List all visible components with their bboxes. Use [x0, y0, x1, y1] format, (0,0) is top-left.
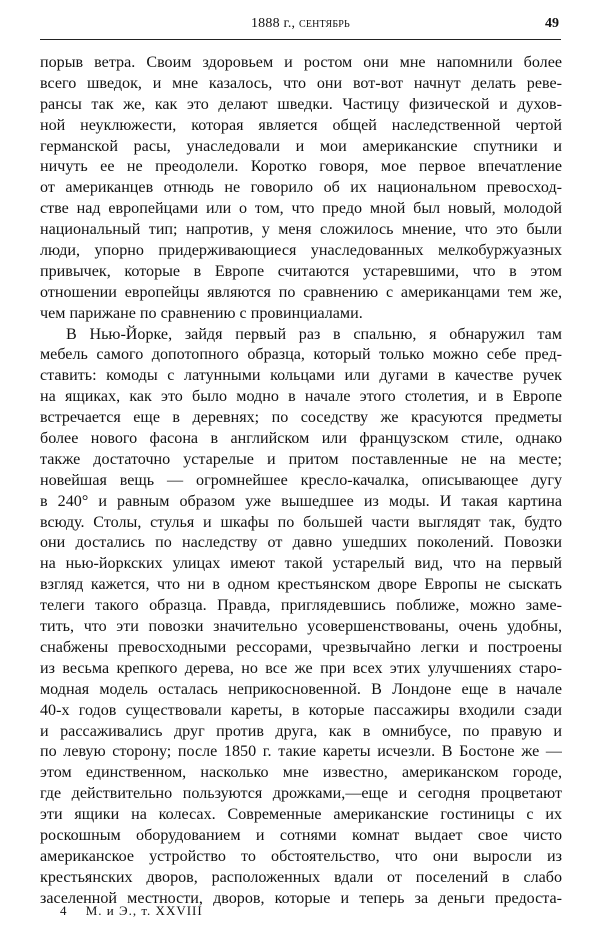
- header-year: 1888 г.,: [250, 16, 296, 31]
- text-line: мебель самого допотопного образца, который только можно себе пред-: [40, 346, 562, 364]
- text-line: встречается еще в деревнях; по соседству же красуются предметы: [40, 409, 562, 427]
- text-line: привычек, которые в Европе считаются устаревшими, что в этом: [40, 262, 562, 280]
- text-line: отношении европейцы являются по сравнению с американцами тем же,: [40, 283, 562, 301]
- text-line: рансы так же, как это делают шведки. Частицу физической и духов-: [40, 95, 562, 113]
- text-line: эти ящики на колесах. Современные американские гостиницы с их: [40, 806, 562, 824]
- text-line: национальный тип; напротив, у меня сложилось мнение, что это были: [40, 221, 562, 239]
- text-line: 40-х годов существовали кареты, в которые пассажиры входили сзади: [40, 701, 562, 719]
- text-line: чем парижане по сравнению с провинциалами.: [40, 304, 363, 322]
- text-line: В Нью-Йорке, зайдя первый раз в спальню, я обнаружил там: [66, 325, 562, 343]
- text-line: роскошным оборудованием и сотнями комнат выдает свое чисто: [40, 826, 562, 844]
- text-line: крестьянских дворов, расположенных вдали от поселений в слабо: [40, 868, 562, 886]
- text-line: на ящиках, как это было модно в начале этого столетия, и в Европе: [40, 388, 562, 406]
- signature-footer: [60, 903, 203, 919]
- signature-number: 4: [60, 903, 68, 918]
- header-rule: [40, 39, 561, 40]
- text-line: снабжены превосходными рессорами, чрезвычайно легки и построены: [40, 638, 562, 656]
- text-line: телеги такого образца. Правда, приглядевшись поближе, можно заме-: [40, 597, 562, 615]
- text-line: новейшая вещь — огромнейшее кресло-качалка, описывающее дугу: [40, 471, 562, 489]
- signature-text: М. и Э., т. XXVIII: [85, 903, 203, 918]
- text-line: ничуть ее не преодолели. Коротко говоря, мое первое впечатление: [40, 158, 562, 176]
- text-line: на нью-йоркских улицах имеют такой устарелый вид, что на первый: [40, 555, 562, 573]
- text-line: заселенной местности, дворов, которые и теперь за деньги предоста-: [40, 889, 562, 907]
- text-line: и рассаживались друг против друга, как в омнибусе, по правую и: [40, 722, 562, 740]
- text-line: американское устройство то обстоятельство, что они выросли из: [40, 847, 562, 865]
- text-line: порыв ветра. Своим здоровьем и ростом они мне напомнили более: [40, 54, 562, 71]
- text-line: этом единственном, насколько мне известно, американском городе,: [40, 764, 562, 782]
- text-line: от американцев отнюдь не говорило об их национальном превосход-: [40, 179, 562, 197]
- text-line: люди, упорно придерживающиеся унаследованных мелкобуржуазных: [40, 242, 562, 260]
- text-line: всего шведок, и мне казалось, что они вот-вот начнут делать реве-: [40, 74, 562, 92]
- text-line: стве над европейцами или о том, что предо мной был новый, молодой: [40, 200, 562, 218]
- page-number: 49: [545, 16, 559, 31]
- header-title: [40, 16, 561, 32]
- text-line: где действительно пользуются дрожками,—еще и сегодня процветают: [40, 785, 562, 803]
- text-line: из весьма крепкого дерева, но все же при всех этих улучшениях старо-: [40, 659, 562, 677]
- text-line: они достались по наследству от давно ушедших поколений. Повозки: [40, 534, 562, 552]
- text-line: по левую сторону; после 1850 г. такие кареты исчезли. В Бостоне же —: [40, 743, 562, 761]
- text-line: тить, что эти повозки значительно усовершенствованы, очень удобны,: [40, 618, 562, 636]
- text-line: всюду. Столы, стулья и шкафы по большей части выглядят так, будто: [40, 513, 562, 531]
- running-header: [40, 14, 561, 36]
- body-text: [40, 53, 562, 910]
- text-line: взгляд кажется, что ни в одном крестьянском дворе Европы не сыскать: [40, 576, 562, 594]
- text-line: ной неуклюжести, которая является общей наследственной чертой: [40, 116, 562, 134]
- text-line: в 240° и равным образом уже вышедшее из моды. И такая картина: [40, 492, 562, 510]
- text-line: ставить: комоды с латунными кольцами или дугами в качестве ручек: [40, 367, 562, 385]
- text-line: модная модель осталась неприкосновенной. В Лондоне еще в начале: [40, 680, 562, 698]
- text-line: также достаточно устарелые и притом поставленные не на месте;: [40, 450, 562, 468]
- text-line: германской расы, унаследовали и мои американские спутники и: [40, 137, 562, 155]
- text-line: более нового фасона в английском или французском стиле, однако: [40, 430, 562, 448]
- header-month: сентябрь: [298, 16, 350, 31]
